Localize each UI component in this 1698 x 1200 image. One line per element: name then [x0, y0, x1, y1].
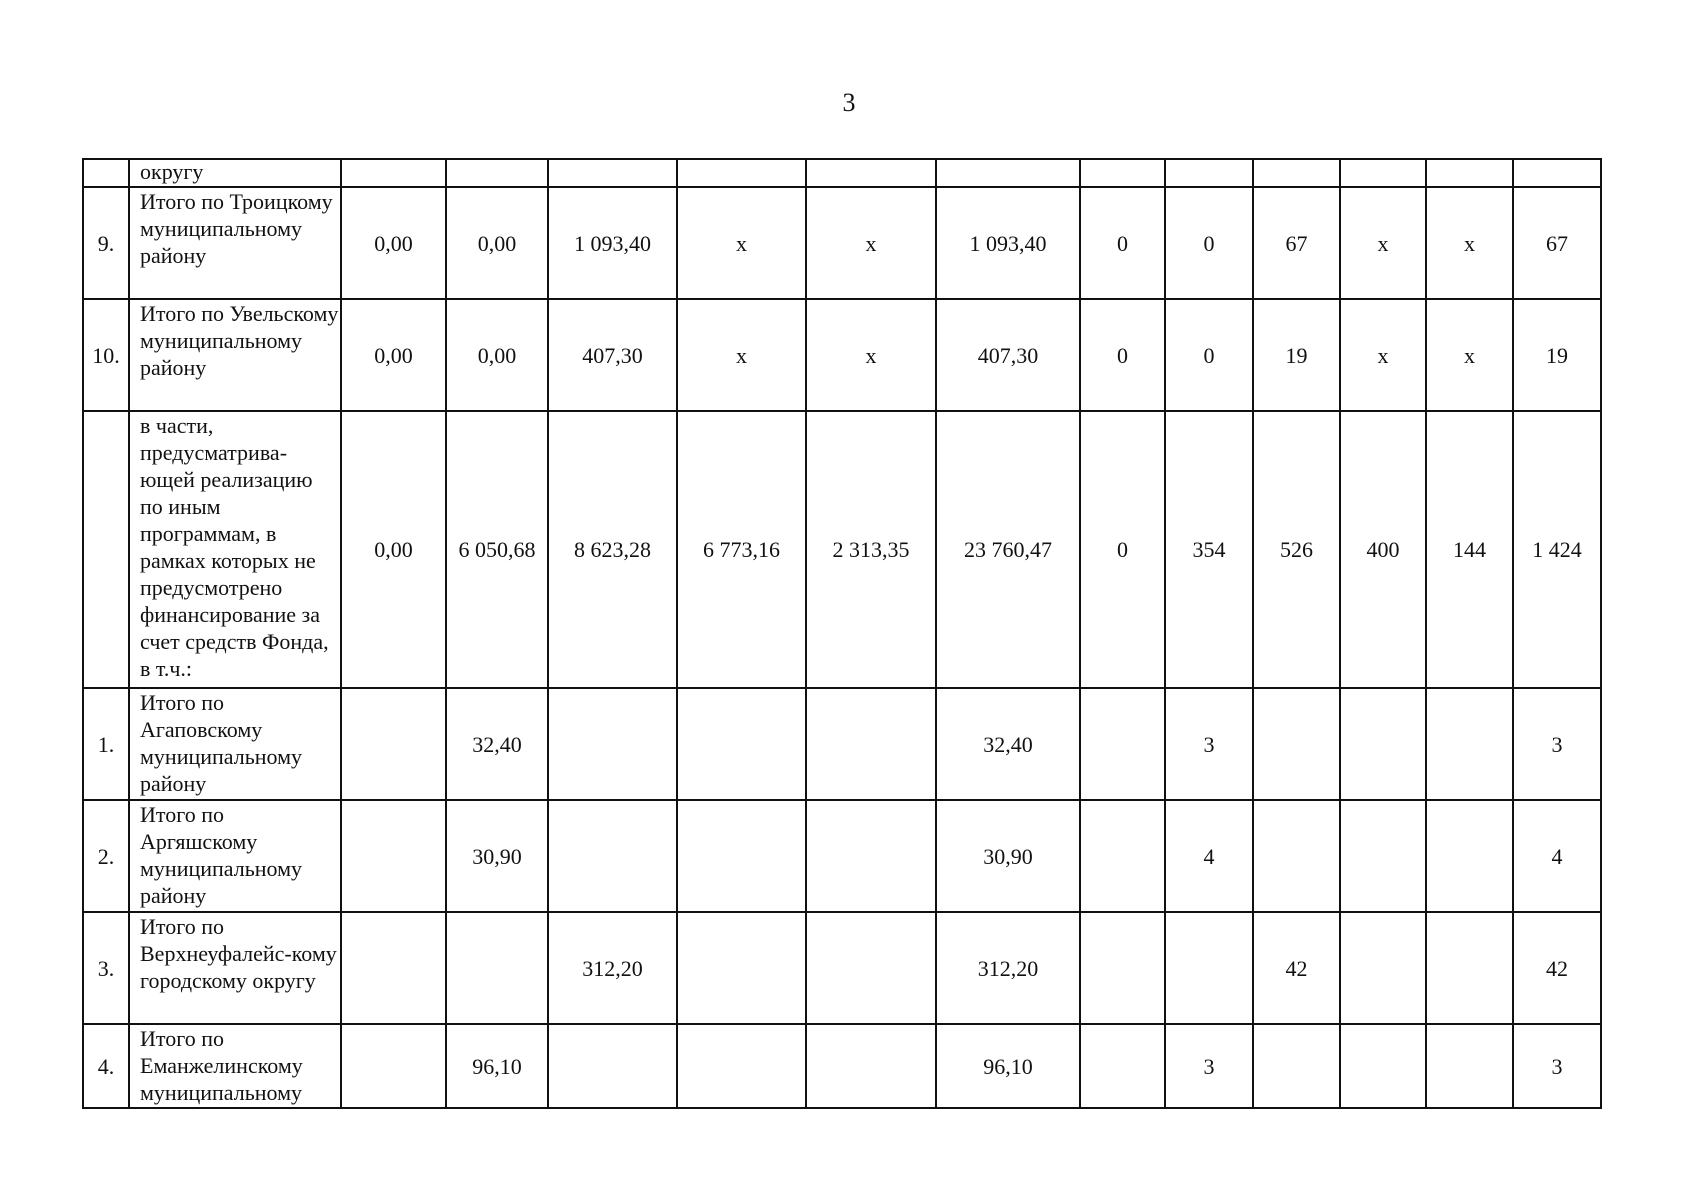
table-cell: [446, 912, 548, 1024]
table-cell: х: [1340, 299, 1426, 411]
row-name: Итого по Аргяшскому муниципальному району: [129, 800, 341, 912]
row-number: [83, 411, 129, 688]
table-row: [83, 299, 1601, 411]
table-cell: 8 623,28: [548, 411, 677, 688]
table-cell: х: [1426, 187, 1513, 299]
table-cell: [806, 159, 936, 187]
table-cell: 30,90: [936, 800, 1080, 912]
table-cell: 354: [1165, 411, 1253, 688]
table-cell: [1340, 159, 1426, 187]
table-cell: 400: [1340, 411, 1426, 688]
table-cell: 0: [1080, 299, 1165, 411]
row-name: Итого по Верхнеуфалейс-кому городскому округу: [129, 912, 341, 1024]
table-cell: 407,30: [548, 299, 677, 411]
row-number: 1.: [83, 688, 129, 800]
table-cell: 96,10: [446, 1024, 548, 1108]
table-cell: 0: [1165, 299, 1253, 411]
table-cell: [677, 1024, 806, 1108]
table-row: [83, 159, 1601, 187]
table-row: [83, 912, 1601, 1024]
table-cell: 0,00: [341, 299, 446, 411]
row-name: Итого по Троицкому муниципальному району: [129, 187, 341, 299]
row-name: округу: [129, 159, 341, 187]
table-cell: 6 050,68: [446, 411, 548, 688]
table-cell: х: [677, 299, 806, 411]
table-cell: [1426, 1024, 1513, 1108]
table-cell: 3: [1165, 688, 1253, 800]
table-cell: [548, 688, 677, 800]
table-row: [83, 800, 1601, 912]
table-cell: [341, 800, 446, 912]
table-cell: [1340, 912, 1426, 1024]
table-cell: [446, 159, 548, 187]
table-cell: 526: [1253, 411, 1340, 688]
table-cell: [1080, 912, 1165, 1024]
table-cell: 96,10: [936, 1024, 1080, 1108]
table-cell: [1080, 800, 1165, 912]
table-cell: 0,00: [341, 187, 446, 299]
table-cell: х: [1426, 299, 1513, 411]
table-cell: [1340, 1024, 1426, 1108]
table-cell: 0,00: [341, 411, 446, 688]
table-cell: 32,40: [936, 688, 1080, 800]
table-cell: [1340, 800, 1426, 912]
table-cell: [936, 159, 1080, 187]
table-cell: [548, 1024, 677, 1108]
table-cell: х: [1340, 187, 1426, 299]
table-cell: 0,00: [446, 187, 548, 299]
table-cell: [1253, 1024, 1340, 1108]
table-cell: [806, 800, 936, 912]
table-cell: х: [806, 299, 936, 411]
row-name: Итого по Агаповскому муниципальному району: [129, 688, 341, 800]
table-cell: [806, 912, 936, 1024]
table-cell: 3: [1513, 688, 1601, 800]
table-cell: 32,40: [446, 688, 548, 800]
table-cell: [1426, 912, 1513, 1024]
row-name: Итого по Еманжелинскому муниципальному: [129, 1024, 341, 1108]
data-table: [82, 158, 1602, 1109]
table-row: [83, 1024, 1601, 1108]
table-cell: 42: [1513, 912, 1601, 1024]
table-cell: [341, 912, 446, 1024]
table-row: [83, 411, 1601, 688]
table-cell: 67: [1513, 187, 1601, 299]
page-number: 3: [842, 88, 856, 117]
table-cell: х: [806, 187, 936, 299]
table-cell: 19: [1253, 299, 1340, 411]
table-cell: [677, 159, 806, 187]
table-cell: х: [677, 187, 806, 299]
row-number: 10.: [83, 299, 129, 411]
table-cell: [1426, 159, 1513, 187]
table-cell: 30,90: [446, 800, 548, 912]
table-cell: [548, 159, 677, 187]
row-name: Итого по Увельскому муниципальному району: [129, 299, 341, 411]
table-cell: 0,00: [446, 299, 548, 411]
table-cell: 23 760,47: [936, 411, 1080, 688]
table-cell: [1426, 800, 1513, 912]
row-name: в части, предусматрива-ющей реализацию по иным программам, в рамках которых не предусмотрено финансирование за счет средств Фонда, в т.ч.:: [129, 411, 341, 688]
table-cell: [1340, 688, 1426, 800]
table-cell: [341, 688, 446, 800]
table-cell: [677, 800, 806, 912]
table-cell: 144: [1426, 411, 1513, 688]
table-cell: 3: [1165, 1024, 1253, 1108]
table-cell: 1 424: [1513, 411, 1601, 688]
table-cell: 0: [1080, 187, 1165, 299]
table-cell: [1253, 800, 1340, 912]
table-cell: [1080, 1024, 1165, 1108]
table-cell: [806, 1024, 936, 1108]
table-cell: [1165, 159, 1253, 187]
table-cell: 6 773,16: [677, 411, 806, 688]
table-row: [83, 688, 1601, 800]
table-cell: 0: [1080, 411, 1165, 688]
table-cell: [1513, 159, 1601, 187]
table-cell: 42: [1253, 912, 1340, 1024]
table-cell: [341, 159, 446, 187]
row-number: 2.: [83, 800, 129, 912]
table-cell: 1 093,40: [548, 187, 677, 299]
row-number: 3.: [83, 912, 129, 1024]
table-cell: 3: [1513, 1024, 1601, 1108]
table-cell: [1426, 688, 1513, 800]
table-cell: [548, 800, 677, 912]
table-cell: [677, 912, 806, 1024]
row-number: 4.: [83, 1024, 129, 1108]
table-cell: 19: [1513, 299, 1601, 411]
table-cell: 407,30: [936, 299, 1080, 411]
table-cell: 4: [1513, 800, 1601, 912]
table-cell: [1080, 159, 1165, 187]
table-cell: [1253, 159, 1340, 187]
table-cell: 67: [1253, 187, 1340, 299]
table-cell: [677, 688, 806, 800]
table-cell: 2 313,35: [806, 411, 936, 688]
table-cell: 0: [1165, 187, 1253, 299]
table-row: [83, 187, 1601, 299]
table-cell: [806, 688, 936, 800]
table-cell: [1080, 688, 1165, 800]
table-cell: 4: [1165, 800, 1253, 912]
table-cell: [1165, 912, 1253, 1024]
table-cell: 1 093,40: [936, 187, 1080, 299]
table-cell: 312,20: [548, 912, 677, 1024]
row-number: [83, 159, 129, 187]
row-number: 9.: [83, 187, 129, 299]
table-cell: [1253, 688, 1340, 800]
table-cell: 312,20: [936, 912, 1080, 1024]
table-cell: [341, 1024, 446, 1108]
